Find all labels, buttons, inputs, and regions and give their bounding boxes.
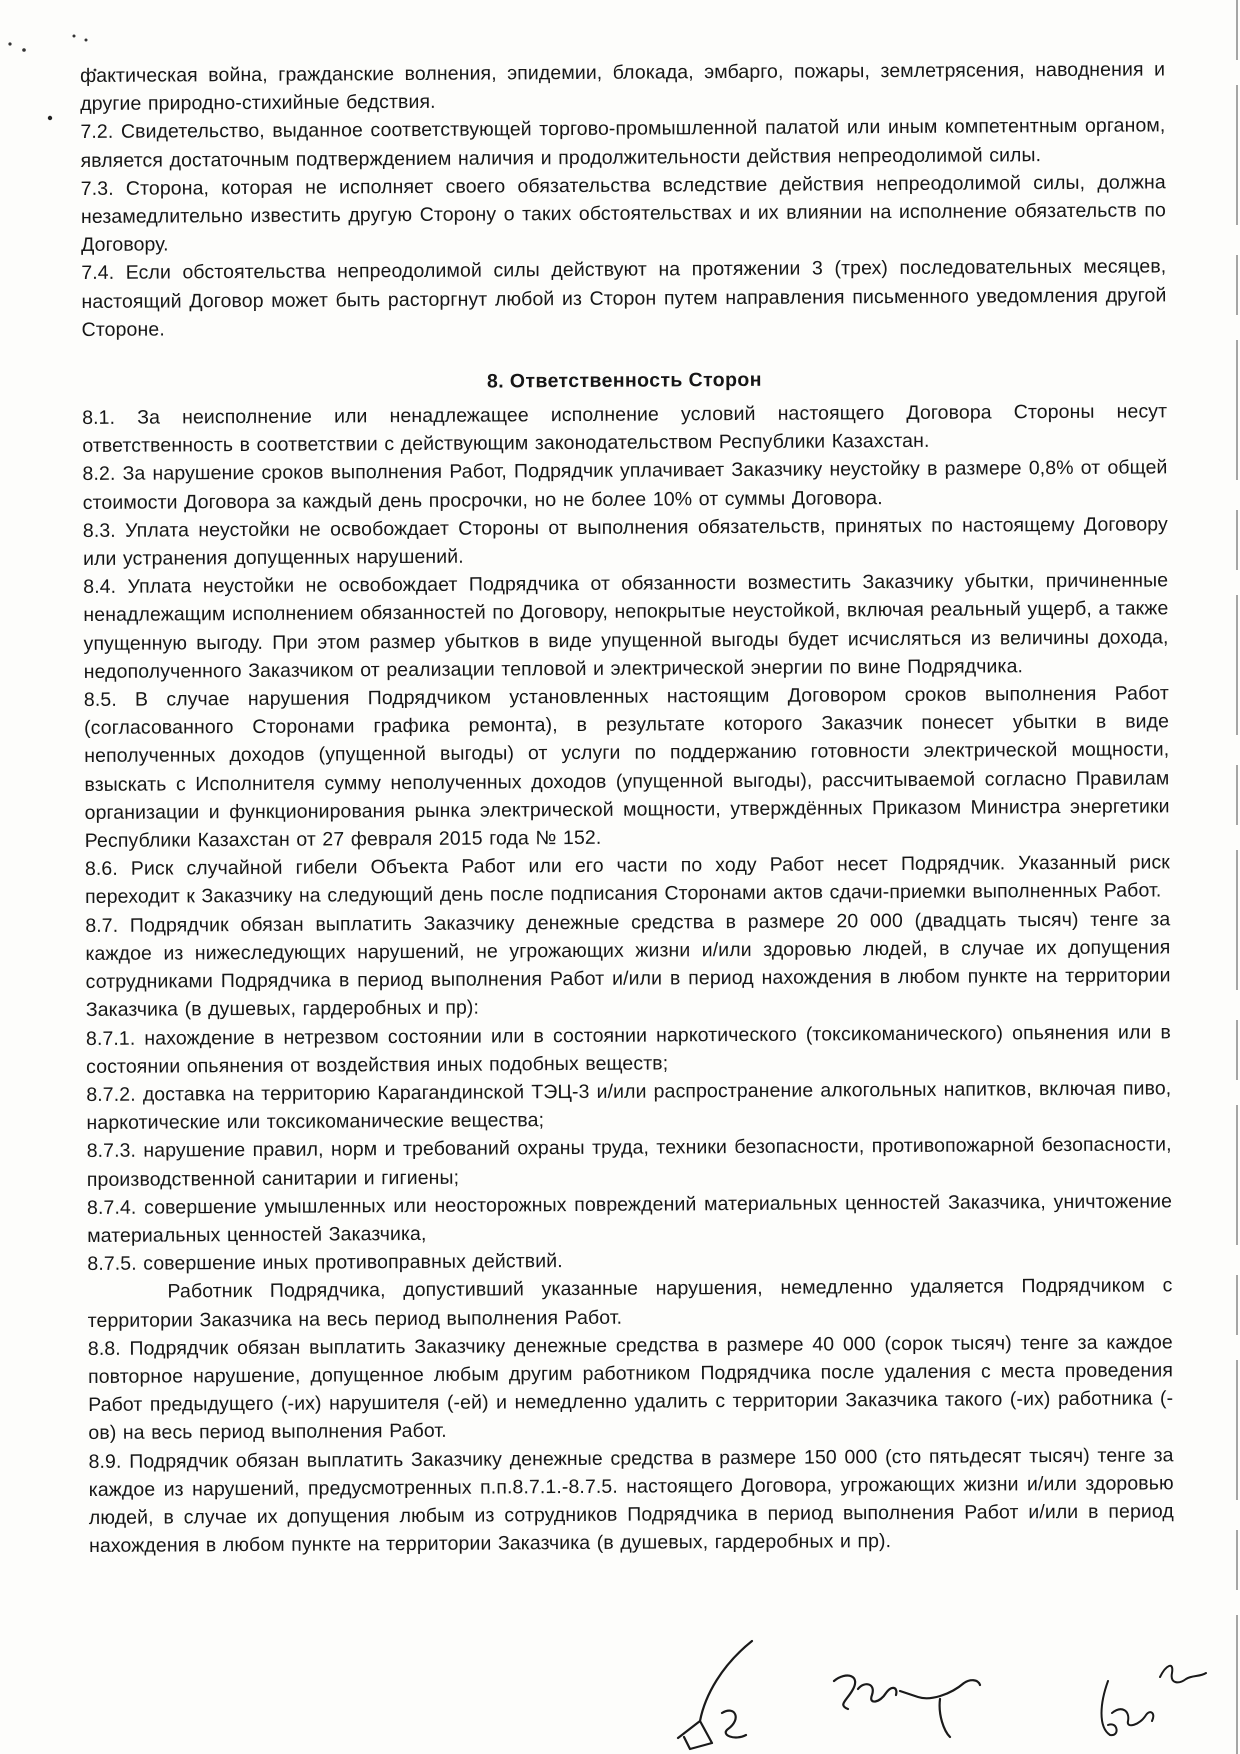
section-8-title: 8. Ответственность Сторон — [486, 368, 762, 393]
paragraph-8-7: 8.7. Подрядчик обязан выплатить Заказчику денежные средства в размере 20 000 (двадцать тысяч) тенге за каждое из нижеследующих нарушений, не угрожающих жизни и/или здоровью людей, в случае их допущения сотрудниками Подрядчика в период выполнения Работ и/или в период нахождения в любом пункте на территории Заказчика (в душевых, гардеробных и пр): — [85, 908, 1171, 1022]
paragraph-7-3: 7.3. Сторона, которая не исполняет своего обязательства вследствие действия непреодолимой силы, должна незамедлительно известить другую Сторону о таких обстоятельствах и их влиянии на исполнение обязательств по Договору. — [80, 171, 1166, 257]
paragraph-7-2: 7.2. Свидетельство, выданное соответствующей торгово-промышленной палатой или иным компетентным органом, является достаточным подтверждением наличия и продолжительности действия непреодолимой силы. — [80, 114, 1166, 172]
paragraph-8-9: 8.9. Подрядчик обязан выплатить Заказчику денежные средства в размере 150 000 (сто пятьдесят тысяч) тенге за каждое из нарушений, предусмотренных п.п.8.7.1.-8.7.5. настоящего Договора, угрожающих жизни и/или здоровью людей, в случае их допущения любым из сотрудников Подрядчика в период выполнения Работ и/или в период нахождения в любом пункте на территории Заказчика (в душевых, гардеробных и пр). — [88, 1443, 1174, 1558]
paragraph-8-1: 8.1. За неисполнение или ненадлежащее исполнение условий настоящего Договора Стороны несут ответственность в соответствии с действующим законодательством Республики Казахстан. — [82, 400, 1168, 458]
paragraph-8-7-1: 8.7.1. нахождение в нетрезвом состоянии или в состоянии наркотического (токсикоманического) опьянения или в состоянии опьянения от воздействия иных подобных веществ; — [85, 1020, 1172, 1078]
paragraph-8-7-3: 8.7.3. нарушение правил, норм и требований охраны труда, техники безопасности, противопожарной безопасности, производственной санитарии и гигиены; — [86, 1133, 1172, 1191]
paragraph-intro: фактическая война, гражданские волнения, эпидемии, блокада, эмбарго, пожары, землетрясения, наводнения и другие природно-стихийные бедствия. — [80, 58, 1166, 116]
signature-3 — [1102, 1666, 1207, 1735]
document-body — [80, 55, 1174, 1560]
paragraph-8-8: 8.8. Подрядчик обязан выплатить Заказчику денежные средства в размере 40 000 (сорок тысяч) тенге за каждое повторное нарушение, допущенное любым другим работником Подрядчика после удаления с места проведения Работ предыдущего (-их) нарушителя (-ей) и немедленно удалить с территории Заказчика такого (-их) работника (-ов) на весь период выполнения Работ. — [87, 1331, 1174, 1445]
paragraph-8-7-2: 8.7.2. доставка на территорию Карагандинской ТЭЦ-3 и/или распространение алкогольных напитков, включая пиво, наркотические или токсикоманические вещества; — [86, 1077, 1172, 1135]
paragraph-8-7-5: 8.7.5. совершение иных противоправных действий. — [87, 1250, 563, 1276]
signatures — [0, 1625, 1240, 1754]
paragraph-8-7-note: Работник Подрядчика, допустивший указанные нарушения, немедленно удаляется Подрядчиком с территории Заказчика на весь период выполнения Работ. — [87, 1274, 1173, 1332]
paragraph-8-4: 8.4. Уплата неустойки не освобождает Подрядчика от обязанности возместить Заказчику убытки, причиненные ненадлежащим исполнением обязанностей по Договору, непокрытые неустойкой, включая реальный ущерб, а также упущенную выгоду. При этом размер убытков в виде упущенной выгоды будет исчисляться из величины дохода, недополученного Заказчиком от реализации тепловой и электрической энергии по вине Подрядчика. — [83, 569, 1169, 683]
signature-1 — [678, 1641, 752, 1749]
scan-edge-line — [1232, 0, 1240, 1754]
signature-2 — [834, 1676, 980, 1737]
paragraph-8-7-4: 8.7.4. совершение умышленных или неосторожных повреждений материальных ценностей Заказчика, уничтожение материальных ценностей Заказчика, — [86, 1190, 1173, 1247]
paragraph-8-6: 8.6. Риск случайной гибели Объекта Работ или его части по ходу Работ несет Подрядчик. Указанный риск переходит к Заказчику на следующий день после подписания Сторонами актов сдачи-приемки выполненных Работ. — [84, 851, 1170, 909]
paragraph-7-4: 7.4. Если обстоятельства непреодолимой силы действуют на протяжении 3 (трех) последовательных месяцев, настоящий Договор может быть расторгнут любой из Сторон путем направления письменного уведомления другой Стороне. — [81, 255, 1167, 341]
paragraph-8-2: 8.2. За нарушение сроков выполнения Работ, Подрядчик уплачивает Заказчику неустойку в размере 0,8% от общей стоимости Договора за каждый день просрочки, но не более 10% от суммы Договора. — [82, 456, 1168, 514]
paragraph-8-3: 8.3. Уплата неустойки не освобождает Стороны от выполнения обязательств, принятых по настоящему Договору или устранения допущенных нарушений. — [82, 513, 1168, 571]
paragraph-8-5: 8.5. В случае нарушения Подрядчиком установленных настоящим Договором сроков выполнения Работ (согласованного Сторонами графика ремонта), в результате которого Заказчик понесет убытки в виде неполученных доходов (упущенной выгоды) от услуги по поддержанию готовности электрической мощности, взыскать с Исполнителя сумму неполученных доходов (упущенной выгоды), рассчитываемой согласно Правилам организации и функционирования рынка электрической мощности, утверждённых Приказом Министра энергетики Республики Казахстан от 27 февраля 2015 года № 152. — [83, 682, 1170, 853]
